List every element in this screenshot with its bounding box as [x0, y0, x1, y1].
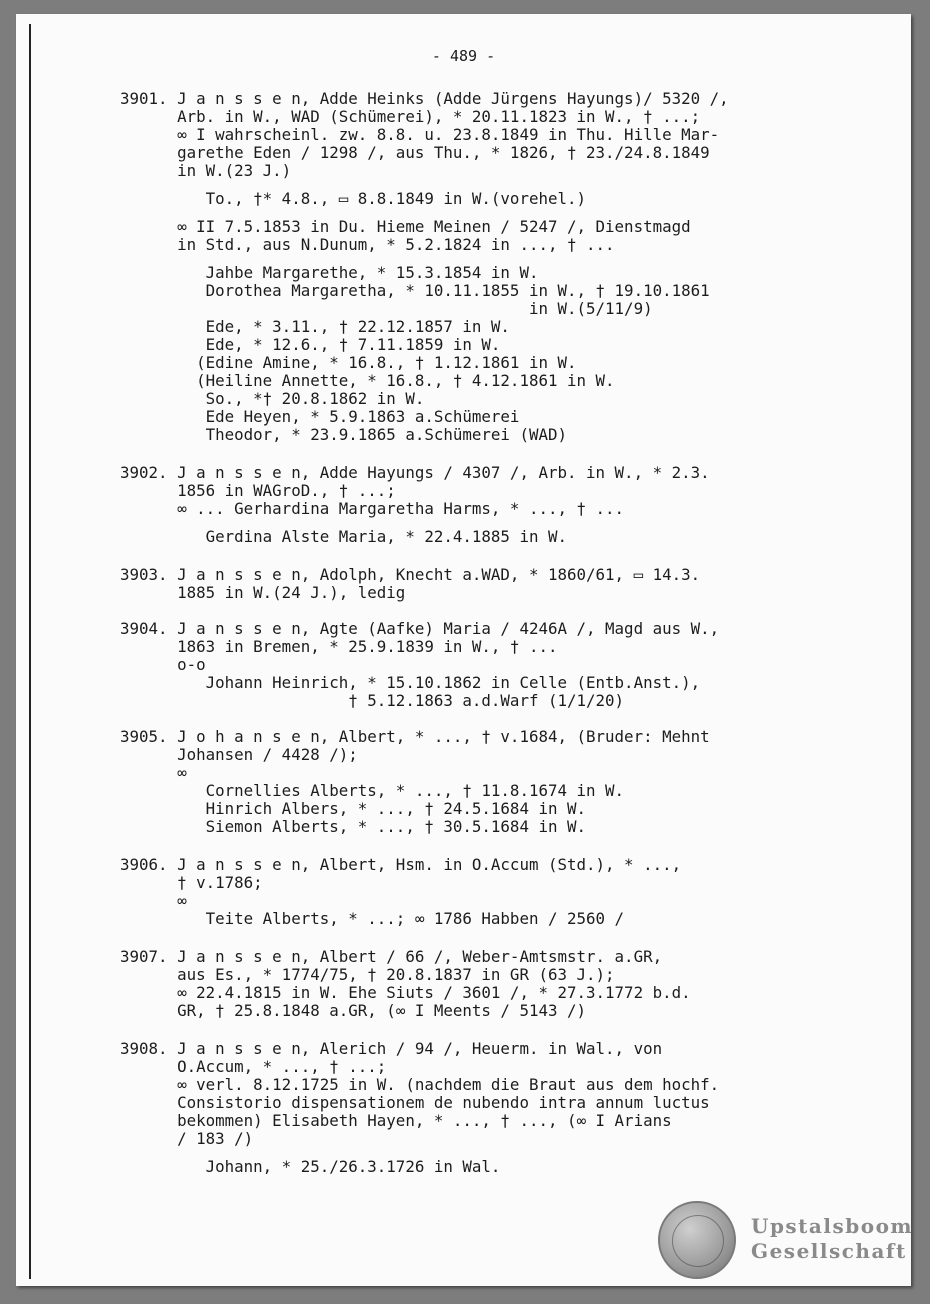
entry-text-line: Teite Alberts, * ...; ∞ 1786 Habben / 2560 / — [120, 909, 625, 928]
document-page — [16, 14, 914, 1286]
entry-heading-line: 3902. J a n s s e n, Adde Hayungs / 4307 /, Arb. in W., * 2.3. — [120, 463, 710, 482]
entry-heading-line: 3904. J a n s s e n, Agte (Aafke) Maria / 4246A /, Magd aus W., — [120, 619, 720, 638]
entry-text-line: ∞ — [120, 763, 187, 782]
entry-text-line: Cornellies Alberts, * ..., † 11.8.1674 in W. — [120, 781, 625, 800]
entry-text-line: To., †* 4.8., ▭ 8.8.1849 in W.(vorehel.) — [120, 189, 587, 208]
entry-heading-line: 3901. J a n s s e n, Adde Heinks (Adde Jürgens Hayungs)/ 5320 /, — [120, 89, 729, 108]
entry-text-line: in Std., aus N.Dunum, * 5.2.1824 in ..., † ... — [120, 235, 615, 254]
entry-text-line: Siemon Alberts, * ..., † 30.5.1684 in W. — [120, 817, 587, 836]
entry-text-line: Ede, * 3.11., † 22.12.1857 in W. — [120, 317, 510, 336]
entry-text-line: Ede Heyen, * 5.9.1863 a.Schümerei — [120, 407, 520, 426]
entry-text-line: † 5.12.1863 a.d.Warf (1/1/20) — [120, 691, 625, 710]
society-name-line2: Gesellschaft — [751, 1239, 907, 1263]
entry-heading-line: 3907. J a n s s e n, Albert / 66 /, Weber-Amtsmstr. a.GR, — [120, 947, 663, 966]
entry-text-line: Gerdina Alste Maria, * 22.4.1885 in W. — [120, 527, 567, 546]
entry-text-line: O.Accum, * ..., † ...; — [120, 1057, 387, 1076]
entry-text-line: Hinrich Albers, * ..., † 24.5.1684 in W. — [120, 799, 587, 818]
entry-text-line: garethe Eden / 1298 /, aus Thu., * 1826, † 23./24.8.1849 — [120, 143, 710, 162]
entry-text-line: Johansen / 4428 /); — [120, 745, 358, 764]
entry-text-line: in W.(23 J.) — [120, 161, 292, 180]
entry-text-line: (Heiline Annette, * 16.8., † 4.12.1861 in W. — [120, 371, 615, 390]
entry-text-line: 1856 in WAGroD., † ...; — [120, 481, 396, 500]
entry-text-line: o-o — [120, 655, 206, 674]
entry-text-line: Dorothea Margaretha, * 10.11.1855 in W., † 19.10.1861 — [120, 281, 710, 300]
entry-text-line: ∞ — [120, 891, 187, 910]
society-name-line1: Upstalsboom — [751, 1214, 914, 1238]
entry-text-line: aus Es., * 1774/75, † 20.8.1837 in GR (63 J.); — [120, 965, 615, 984]
entry-text-line: (Edine Amine, * 16.8., † 1.12.1861 in W. — [120, 353, 577, 372]
entry-text-line: † v.1786; — [120, 873, 263, 892]
entry-text-line: Theodor, * 23.9.1865 a.Schümerei (WAD) — [120, 425, 567, 444]
entry-text-line: Johann Heinrich, * 15.10.1862 in Celle (Entb.Anst.), — [120, 673, 701, 692]
margin-rule — [29, 24, 31, 1279]
entry-text-line: Consistorio dispensationem de nubendo intra annum luctus — [120, 1093, 710, 1112]
entry-text-line: ∞ II 7.5.1853 in Du. Hieme Meinen / 5247 /, Dienstmagd — [120, 217, 691, 236]
entry-text-line: 1863 in Bremen, * 25.9.1839 in W., † ... — [120, 637, 558, 656]
upstalsboom-seal-icon — [658, 1201, 736, 1279]
society-watermark — [751, 1214, 913, 1264]
entry-text-line: ∞ ... Gerhardina Margaretha Harms, * ..., † ... — [120, 499, 625, 518]
entry-text-line: ∞ I wahrscheinl. zw. 8.8. u. 23.8.1849 in Thu. Hille Mar- — [120, 125, 720, 144]
entry-text-line: 1885 in W.(24 J.), ledig — [120, 583, 406, 602]
entry-text-line: So., *† 20.8.1862 in W. — [120, 389, 425, 408]
entry-heading-line: 3908. J a n s s e n, Alerich / 94 /, Heuerm. in Wal., von — [120, 1039, 663, 1058]
entry-text-line: Ede, * 12.6., † 7.11.1859 in W. — [120, 335, 501, 354]
entry-text-line: Arb. in W., WAD (Schümerei), * 20.11.1823 in W., † ...; — [120, 107, 701, 126]
entry-heading-line: 3906. J a n s s e n, Albert, Hsm. in O.Accum (Std.), * ..., — [120, 855, 682, 874]
entry-text-line: ∞ 22.4.1815 in W. Ehe Siuts / 3601 /, * 27.3.1772 b.d. — [120, 983, 691, 1002]
page-number: - 489 - — [431, 47, 496, 65]
entry-text-line: Jahbe Margarethe, * 15.3.1854 in W. — [120, 263, 539, 282]
entry-text-line: in W.(5/11/9) — [120, 299, 653, 318]
entry-heading-line: 3905. J o h a n s e n, Albert, * ..., † v.1684, (Bruder: Mehnt — [120, 727, 710, 746]
entry-heading-line: 3903. J a n s s e n, Adolph, Knecht a.WAD, * 1860/61, ▭ 14.3. — [120, 565, 701, 584]
entry-text-line: Johann, * 25./26.3.1726 in Wal. — [120, 1157, 501, 1176]
entry-text-line: GR, † 25.8.1848 a.GR, (∞ I Meents / 5143 /) — [120, 1001, 587, 1020]
entry-text-line: bekommen) Elisabeth Hayen, * ..., † ..., (∞ I Arians — [120, 1111, 672, 1130]
entry-text-line: ∞ verl. 8.12.1725 in W. (nachdem die Braut aus dem hochf. — [120, 1075, 720, 1094]
entry-text-line: / 183 /) — [120, 1129, 254, 1148]
